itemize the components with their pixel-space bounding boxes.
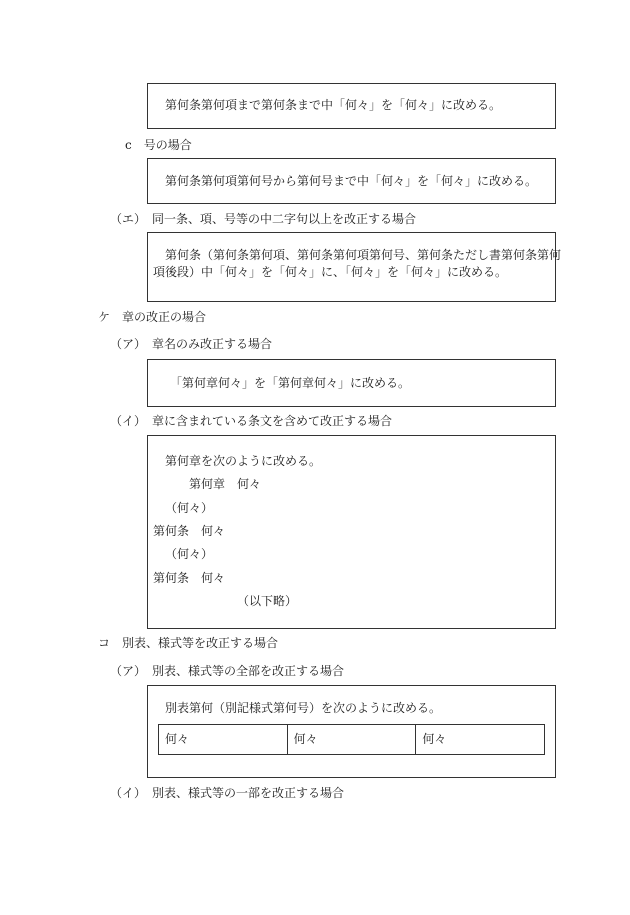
example-line-intro: 第何章を次のように改める。 <box>165 454 322 468</box>
example-line-chapter-title: 第何章 何々 <box>189 477 262 491</box>
example-table <box>158 724 545 755</box>
example-box-item-range <box>147 158 556 204</box>
example-box-article-range <box>147 83 556 129</box>
example-box-chapter-with-articles <box>147 435 556 629</box>
heading-ke-chapter-revision: ケ 章の改正の場合 <box>98 310 207 324</box>
example-text: 第何条第何項まで第何条まで中「何々」を「何々」に改める。 <box>165 98 502 112</box>
example-text-line-2: 項後段）中「何々」を「何々」に、「何々」を「何々」に改める。 <box>153 265 508 279</box>
heading-ko-i-partial-revision: （イ） 別表、様式等の一部を改正する場合 <box>110 786 345 800</box>
example-box-chapter-name <box>147 359 556 407</box>
example-line-caption-1: （何々） <box>165 501 214 515</box>
example-line-article-1: 第何条 何々 <box>153 524 226 538</box>
example-text-line-1: 第何条（第何条第何項、第何条第何項第何号、第何条ただし書第何条第何 <box>165 248 562 262</box>
example-line-omitted: （以下略） <box>237 594 298 608</box>
example-box-table-full-revision <box>147 685 556 778</box>
table-cell: 何々 <box>159 725 288 754</box>
heading-c-item-case: c 号の場合 <box>125 138 192 152</box>
heading-ko-a-full-revision: （ア） 別表、様式等の全部を改正する場合 <box>110 664 345 678</box>
example-box-multiple-phrases <box>147 232 562 302</box>
example-text: 第何条第何項第何号から第何号まで中「何々」を「何々」に改める。 <box>165 174 538 188</box>
heading-ko-table-form-revision: コ 別表、様式等を改正する場合 <box>98 636 279 650</box>
example-text: 別表第何（別記様式第何号）を次のように改める。 <box>165 701 442 715</box>
table-cell: 何々 <box>422 732 447 746</box>
example-line-caption-2: （何々） <box>165 547 214 561</box>
example-line-article-2: 第何条 何々 <box>153 571 226 585</box>
table-cell: 何々 <box>288 725 417 754</box>
heading-ke-i-chapter-with-articles: （イ） 章に含まれている条文を含めて改正する場合 <box>110 414 393 428</box>
heading-ke-a-chapter-name-only: （ア） 章名のみ改正する場合 <box>110 337 273 351</box>
example-text: 「第何章何々」を「第何章何々」に改める。 <box>170 376 411 390</box>
heading-e-multiple-phrases: （エ） 同一条、項、号等の中二字句以上を改正する場合 <box>110 212 417 226</box>
